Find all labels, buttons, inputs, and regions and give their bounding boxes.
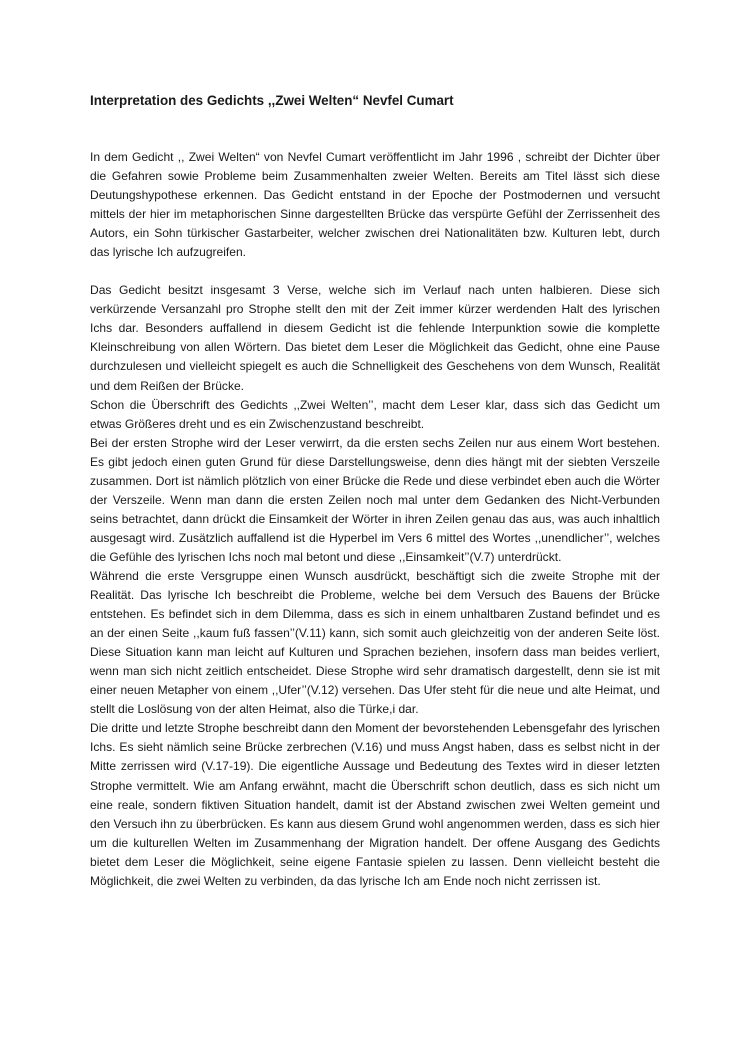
paragraph-second-stanza: Während die erste Versgruppe einen Wunsch ausdrückt, beschäftigt sich die zweite Strophe mit der Realität. Das lyrische Ich beschreibt die Probleme, welche bei dem Versuch des Bauens der Brücke entstehen. Es befindet sich in dem Dilemma, dass es sich in einem unhaltbaren Zustand befindet und es an der einen Seite ,,kaum fuß fassen’’(V.11) kann, sich somit auch gleichzeitig von der anderen Seite löst. Diese Situation kann man leicht auf Kulturen und Sprachen beziehen, insofern dass man beides verliert, wenn man sich nicht zeitlich entscheidet. Diese Strophe wird sehr dramatisch dargestellt, denn sie ist mit einer neuen Metapher von einem ,,Ufer’’(V.12) versehen. Das Ufer steht für die neue und alte Heimat, und stellt die Loslösung von der alten Heimat, also die Türke,i dar.: [90, 568, 660, 717]
paragraph-third-stanza: Die dritte und letzte Strophe beschreibt dann den Moment der bevorstehenden Lebensgefahr des lyrischen Ichs. Es sieht nämlich seine Brücke zerbrechen (V.16) und muss Angst haben, dass es selbst nicht in der Mitte zerrissen wird (V.17-19). Die eigentliche Aussage und Bedeutung des Textes wird in dieser letzten Strophe vermittelt. Wie am Anfang erwähnt, macht die Überschrift schon deutlich, dass es sich nicht um eine reale, sondern fiktiven Situation handelt, damit ist der Abstand zwischen zwei Welten gemeint und den Versuch ihn zu überbrücken. Es kann aus diesem Grund wohl angenommen werden, dass es sich hier um die kulturellen Welten im Zusammenhang der Migration handelt. Der offene Ausgang des Gedichts bietet dem Leser die Möglichkeit, seine eigene Fantasie spielen zu lassen. Denn vielleicht besteht die Möglichkeit, die zwei Welten zu verbinden, da das lyrische Ich am Ende noch nicht zerrissen ist.: [90, 721, 660, 888]
paragraph-form: Das Gedicht besitzt insgesamt 3 Verse, welche sich im Verlauf nach unten halbieren. Diese sich verkürzende Versanzahl pro Strophe stellt den mit der Zeit immer kürzer werdenden Halt des lyrischen Ichs dar. Besonders auffallend in diesem Gedicht ist die fehlende Interpunktion sowie die komplette Kleinschreibung von allen Wörtern. Das bietet dem Leser die Möglichkeit das Gedicht, ohne eine Pause durchzulesen und vielleicht spiegelt es auch die Schnelligkeit des Geschehens von dem Wunsch, Realität und dem Reißen der Brücke.: [90, 283, 660, 393]
paragraph-introduction: In dem Gedicht ,, Zwei Welten“ von Nevfel Cumart veröffentlicht im Jahr 1996 , schreibt der Dichter über die Gefahren sowie Probleme beim Zusammenhalten zweier Welten. Bereits am Titel lässt sich diese Deutungshypothese erkennen. Das Gedicht entstand in der Epoche der Postmodernen und versucht mittels der hier im metaphorischen Sinne dargestellten Brücke das verspürte Gefühl der Zerrissenheit des Autors, ein Sohn türkischer Gastarbeiter, welcher zwischen drei Nationalitäten bzw. Kulturen lebt, durch das lyrische Ich aufzugreifen.: [90, 150, 660, 260]
document-title: Interpretation des Gedichts ,,Zwei Welten“ Nevfel Cumart: [90, 93, 454, 108]
paragraph-title-analysis: Schon die Überschrift des Gedichts ,,Zwei Welten’’, macht dem Leser klar, dass sich das Gedicht um etwas Größeres dreht und es ein Zwischenzustand beschreibt.: [90, 397, 660, 431]
document-body: [90, 148, 660, 891]
paragraph-first-stanza: Bei der ersten Strophe wird der Leser verwirrt, da die ersten sechs Zeilen nur aus einem Wort bestehen. Es gibt jedoch einen guten Grund für diese Darstellungsweise, denn dies hängt mit der siebten Verszeile zusammen. Dort ist nämlich plötzlich von einer Brücke die Rede und diese verbindet eben auch die Wörter der Verszeile. Wenn man dann die ersten Zeilen noch mal unter dem Gedanken des Nicht-Verbunden seins betrachtet, dann drückt die Einsamkeit der Wörter in ihren Zeilen genau das aus, was auch inhaltlich ausgesagt wird. Zusätzlich auffallend ist die Hyperbel im Vers 6 mittel des Wortes ,,unendlicher’’, welches die Gefühle des lyrischen Ichs noch mal betont und diese ,,Einsamkeit’’(V.7) unterdrückt.: [90, 435, 660, 564]
